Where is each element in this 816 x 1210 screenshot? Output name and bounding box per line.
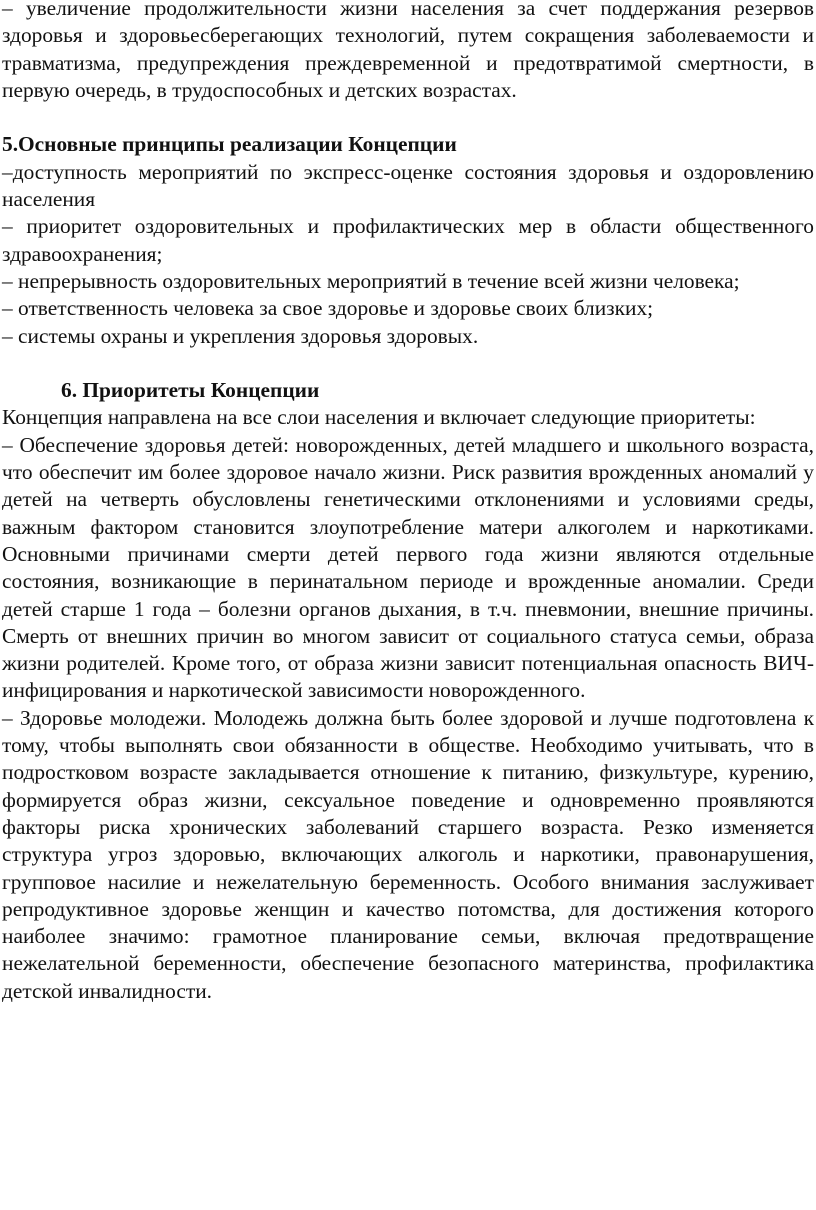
priority-youth-paragraph: – Здоровье молодежи. Молодежь должна быть более здоровой и лучше подготовлена к тому, чтобы выполнять свои обязанности в обществе. Необходимо учитывать, что в подростковом возрасте закладывается отношение к питанию, физкультуре, курению, формируется образ жизни, сексуальное поведение и одновременно проявляются факторы риска хронических заболеваний старшего возраста. Резко изменяется структура угроз здоровью, включающих алкоголь и наркотики, правонарушения, групповое насилие и нежелательную беременность. Особого внимания заслуживает репродуктивное здоровье женщин и качество потомства, для достижения которого наиболее значимо: грамотное планирование семьи, включая предотвращение нежелательной беременности, обеспечение безопасного материнства, профилактика детской инвалидности. <box>2 705 814 1003</box>
principle-item-3: – непрерывность оздоровительных мероприятий в течение всей жизни человека; <box>2 268 740 293</box>
principle-item-2: – приоритет оздоровительных и профилактических мер в области общественного здравоохранения; <box>2 214 814 266</box>
principle-item-4: – ответственность человека за свое здоровье и здоровье своих близких; <box>2 296 654 321</box>
document-page <box>2 0 814 1005</box>
goal-list-item: – увеличение продолжительности жизни населения за счет поддержания резервов здоровья и здоровьесберегающих технологий, путем сокращения заболеваемости и травматизма, предупреждения преждевременной и предотвратимой смертности, в первую очередь, в трудоспособных и детских возрастах. <box>2 0 814 102</box>
paragraph-spacer <box>2 104 814 131</box>
priority-children-paragraph: – Обеспечение здоровья детей: новорожденных, детей младшего и школьного возраста, что обеспечит им более здоровое начало жизни. Риск развития врожденных аномалий у детей на четверть обусловлены генетическими отклонениями и условиями среды, важным фактором становится злоупотребление матери алкоголем и наркотиками. Основными причинами смерти детей первого года жизни являются отдельные состояния, возникающие в перинатальном периоде и врожденные аномалии. Среди детей старше 1 года – болезни органов дыхания, в т.ч. пневмонии, внешние причины. Смерть от внешних причин во многом зависит от социального статуса семьи, образа жизни родителей. Кроме того, от образа жизни зависит потенциальная опасность ВИЧ-инфицирования и наркотической зависимости новорожденного. <box>2 432 814 703</box>
section-5-heading: 5.Основные принципы реализации Концепции <box>2 132 457 157</box>
paragraph-spacer <box>2 350 814 377</box>
principle-item-1: –доступность мероприятий по экспресс-оценке состояния здоровья и оздоровлению населения <box>2 159 814 212</box>
section-6-heading: 6. Приоритеты Концепции <box>61 378 320 403</box>
section-6-intro: Концепция направлена на все слои населения и включает следующие приоритеты: <box>2 405 756 430</box>
principle-item-5: – системы охраны и укрепления здоровья здоровых. <box>2 323 479 348</box>
